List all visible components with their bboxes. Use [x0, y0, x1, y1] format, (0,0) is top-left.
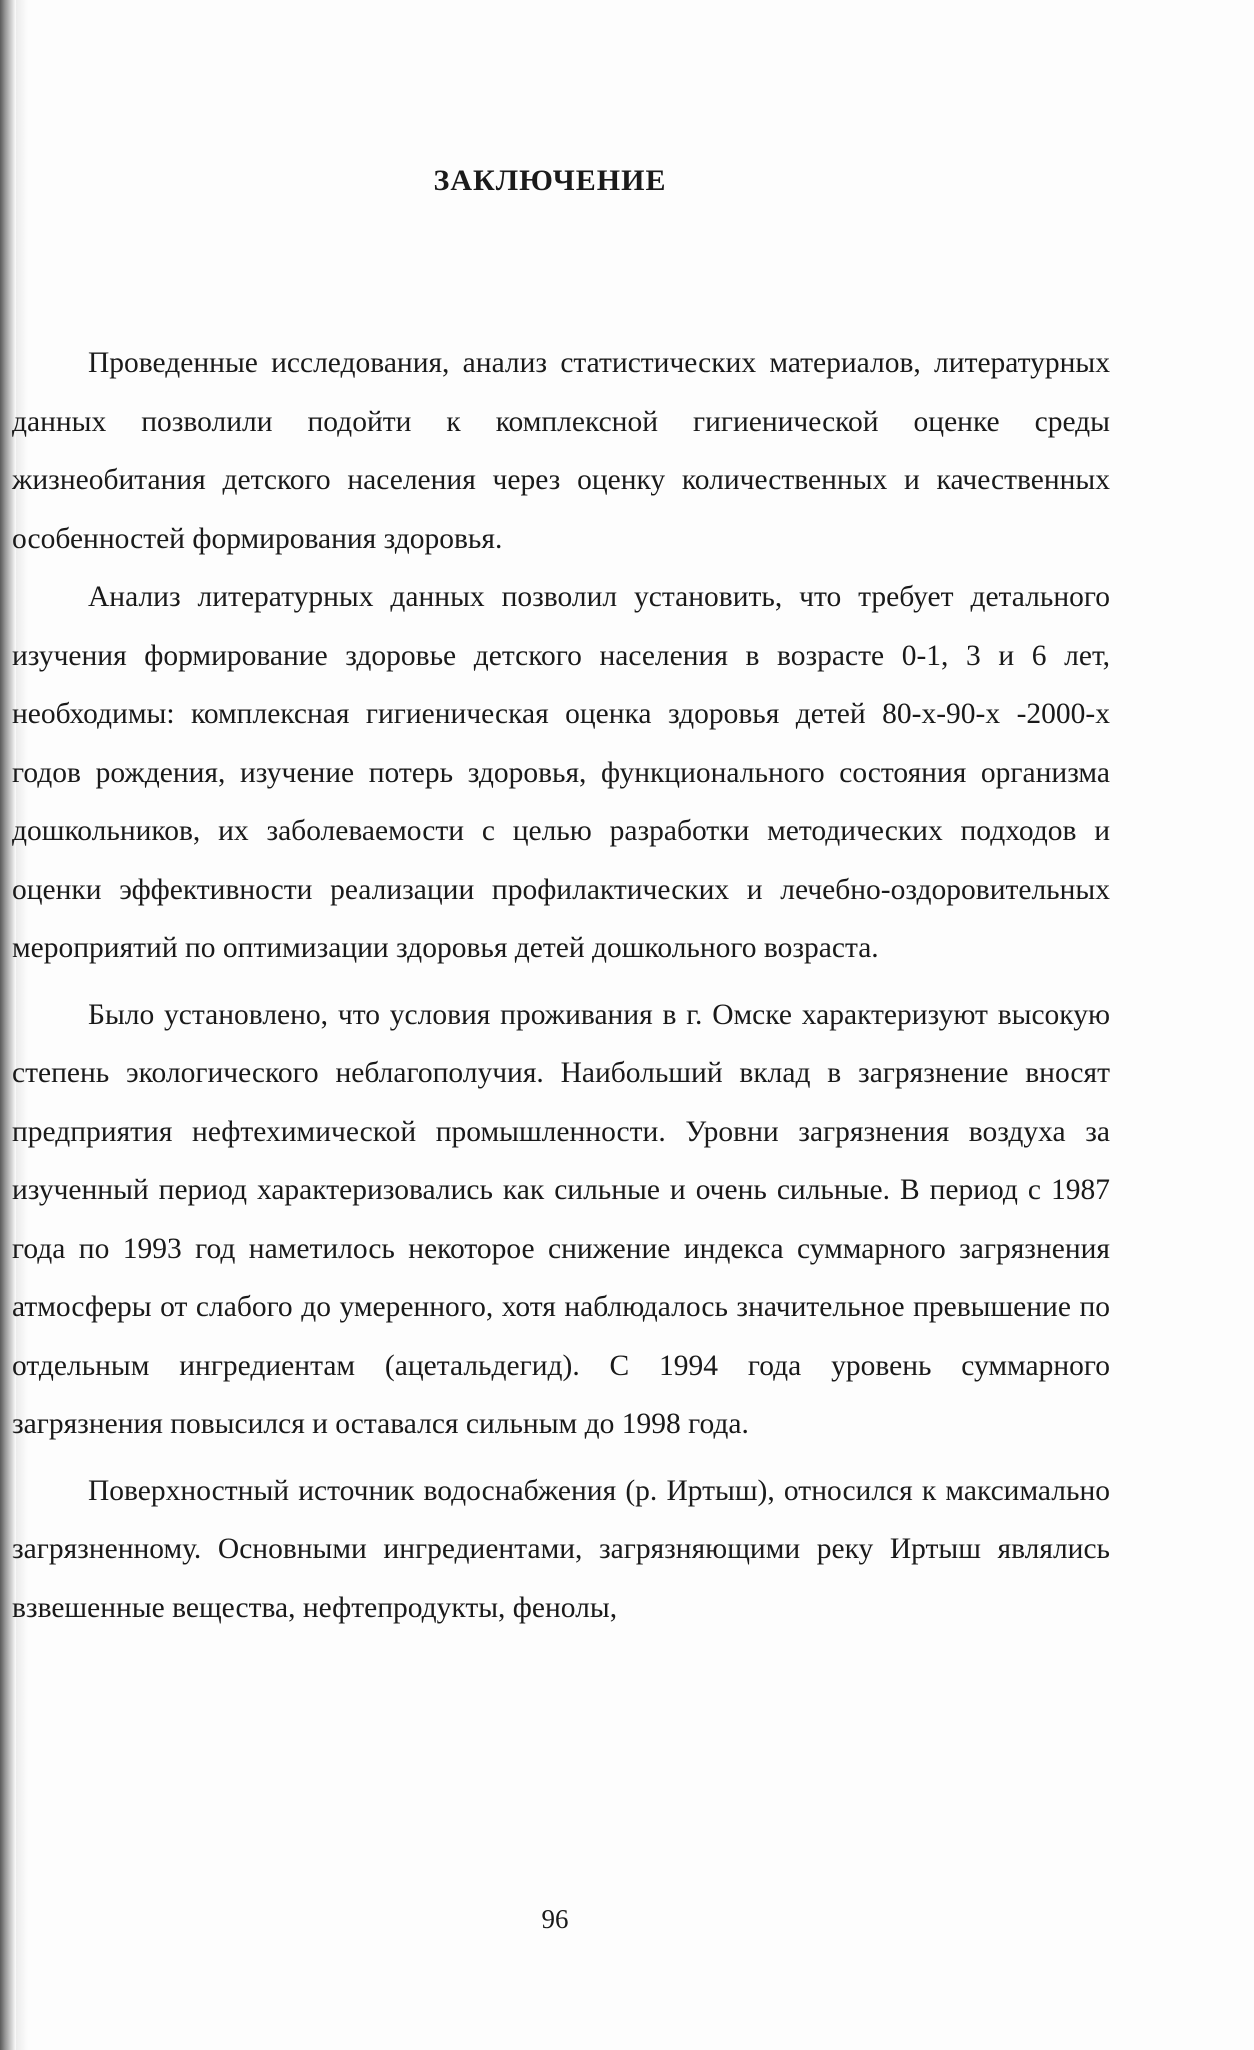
- page-number: 96: [541, 1904, 569, 1934]
- paragraph: Поверхностный источник водоснабжения (р. Иртыш), относился к максимально загрязненному. Основными ингредиентами, загрязняющими реку Иртыш являлись взвешенные вещества, нефтепродукты, фенолы,: [12, 1474, 1110, 1624]
- page-title: ЗАКЛЮЧЕНИЕ: [433, 164, 667, 197]
- paragraph: Было установлено, что условия проживания в г. Омске характеризуют высокую степень экологического неблагополучия. Наибольший вклад в загрязнение вносят предприятия нефтехимической промышленности. Уровни загрязнения воздуха за изученный период характеризовались как сильные и очень сильные. В период с 1987 года по 1993 год наметилось некоторое снижение индекса суммарного загрязнения атмосферы от слабого до умеренного, хотя наблюдалось значительное превышение по отдельным ингредиентам (ацетальдегид). С 1994 года уровень суммарного загрязнения повысился и оставался сильным до 1998 года.: [12, 998, 1110, 1440]
- paragraph: Проведенные исследования, анализ статистических материалов, литературных данных позволили подойти к комплексной гигиенической оценке среды жизнеобитания детского населения через оценку количественных и качественных особенностей формирования здоровья.: [12, 347, 1110, 555]
- body-text: [12, 334, 1110, 1637]
- paragraph: Анализ литературных данных позволил установить, что требует детального изучения формирование здоровье детского населения в возрасте 0-1, 3 и 6 лет, необходимы: комплексная гигиеническая оценка здоровья детей 80-х-90-х -2000-х годов рождения, изучение потерь здоровья, функционального состояния организма дошкольников, их заболеваемости с целью разработки методических подходов и оценки эффективности реализации профилактических и лечебно-оздоровительных мероприятий по оптимизации здоровья детей дошкольного возраста.: [12, 581, 1110, 964]
